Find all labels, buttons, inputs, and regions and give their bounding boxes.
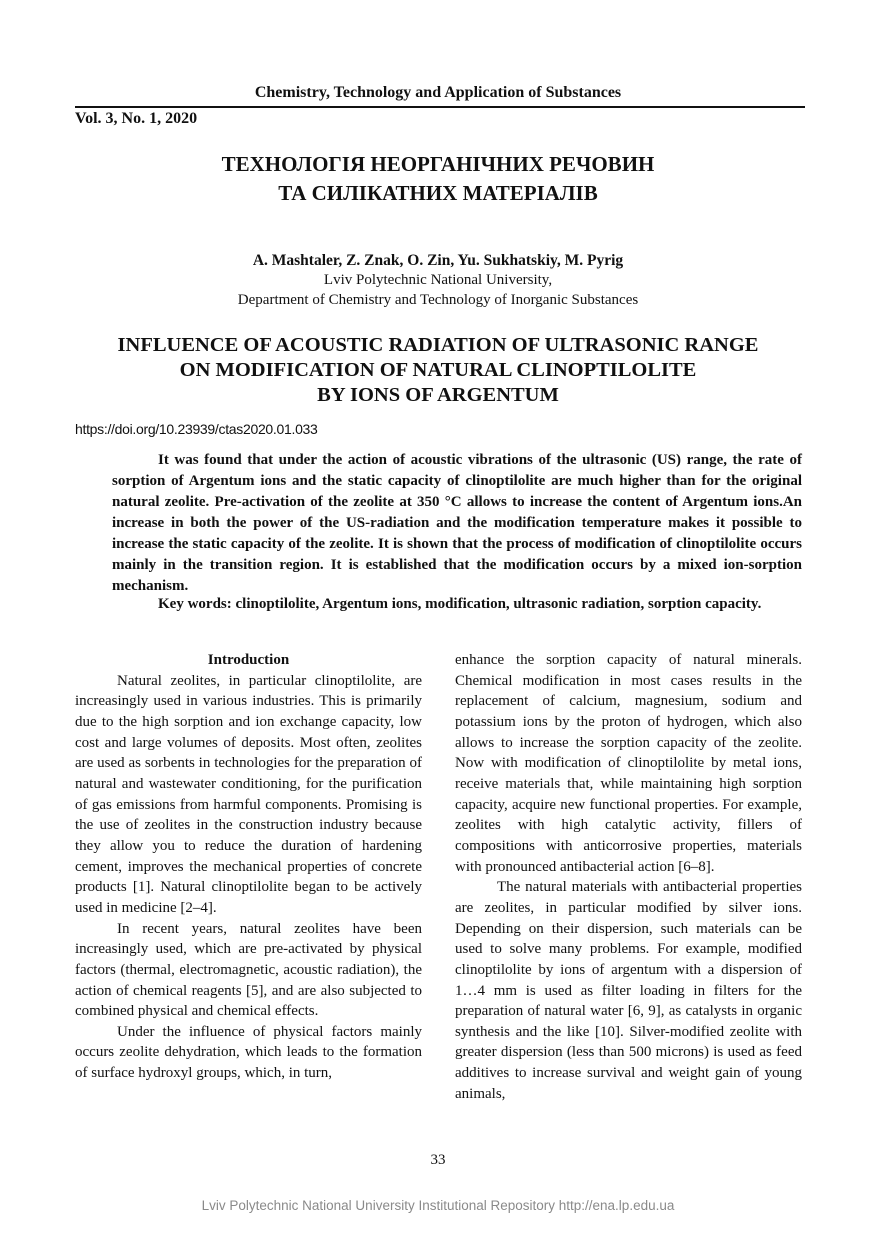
left-column: [75, 650, 422, 1084]
doi-link[interactable]: https://doi.org/10.23939/ctas2020.01.033: [75, 421, 318, 437]
keywords: [112, 594, 802, 615]
keywords-text: Key words: clinoptilolite, Argentum ions, modification, ultrasonic radiation, sorption capacity.: [158, 596, 762, 612]
paper-title-line-1: INFLUENCE OF ACOUSTIC RADIATION OF ULTRASONIC RANGE: [117, 334, 759, 356]
paragraph: The natural materials with antibacterial properties are zeolites, in particular modified by silver ions. Depending on their dispersion, such materials can be used to solve many problems. For example, modified clinoptilolite by ions of argentum with a dispersion of 1…4 mm is used as filter loading in filters for the preparation of natural water [6, 9], as catalysts in organic synthesis and the like [10]. Silver-modified zeolite with greater dispersion (less than 500 microns) is used as feed additives to increase survival and weight gain of young animals,: [455, 879, 802, 1102]
section-title: [0, 150, 876, 208]
journal-name: Chemistry, Technology and Application of Substances: [254, 84, 622, 101]
paper-title: [0, 333, 876, 408]
section-title-line-2: ТА СИЛІКАТНИХ МАТЕРІАЛІВ: [278, 181, 598, 205]
paper-title-line-3: BY IONS OF ARGENTUM: [317, 384, 559, 406]
header-rule: [75, 106, 805, 108]
affiliation-department: Department of Chemistry and Technology of Inorganic Substances: [237, 292, 639, 308]
affiliation-university: Lviv Polytechnic National University,: [323, 272, 553, 288]
authors: A. Mashtaler, Z. Znak, O. Zin, Yu. Sukhatskiy, M. Pyrig: [252, 252, 624, 269]
right-column: [455, 650, 802, 1104]
abstract-text: It was found that under the action of acoustic vibrations of the ultrasonic (US) range, the rate of sorption of Argentum ions and the static capacity of clinoptilolite are much higher than for the original natural zeolite. Pre-activation of the zeolite at 350 °C allows to increase the content of Argentum ions.An increase in both the power of the US-radiation and the modification temperature makes it possible to increase the static capacity of the zeolite. It is shown that the process of modification of clinoptilolite occurs mainly in the transition region. It is established that the modification occurs by a mixed ion-sorption mechanism.: [112, 452, 802, 594]
section-title-line-1: ТЕХНОЛОГІЯ НЕОРГАНІЧНИХ РЕЧОВИН: [221, 152, 655, 176]
volume-info: Vol. 3, No. 1, 2020: [75, 110, 198, 127]
introduction-heading: Introduction: [207, 652, 290, 668]
paragraph: enhance the sorption capacity of natural minerals. Chemical modification in most cases results in the replacement of calcium, magnesium, sodium and potassium ions by the proton of hydrogen, which also allows to increase the sorption capacity of the zeolite. Now with modification of clinoptilolite by metal ions, receive materials that, while maintaining high sorption capacity, acquire new functional properties. For example, zeolites with high catalytic activity, fillers of compositions with anticorrosive properties, materials with pronounced antibacterial action [6–8].: [455, 652, 802, 875]
page-number: 33: [430, 1152, 446, 1168]
abstract: [112, 450, 802, 597]
paragraph: Under the influence of physical factors mainly occurs zeolite dehydration, which leads to the formation of surface hydroxyl groups, which, in turn,: [75, 1023, 422, 1082]
paper-title-line-2: ON MODIFICATION OF NATURAL CLINOPTILOLITE: [179, 359, 697, 381]
repository-footer: Lviv Polytechnic National University Institutional Repository http://ena.lp.edu.ua: [201, 1198, 675, 1213]
paragraph: Natural zeolites, in particular clinoptilolite, are increasingly used in various industries. This is primarily due to the high sorption and ion exchange capacity, low cost and large volumes of deposits. Most often, zeolites are used as sorbents in technologies for the preparation of natural and wastewater conditioning, for the purification of gas emissions from harmful components. Promising is the use of zeolites in the construction industry because they allow you to reduce the duration of hardening cement, improves the mechanical properties of concrete products [1]. Natural clinoptilolite began to be actively used in medicine [2–4].: [75, 672, 422, 916]
paragraph: In recent years, natural zeolites have been increasingly used, which are pre-activated by physical factors (thermal, electromagnetic, acoustic radiation), the action of chemical reagents [5], and are also subjected to combined physical and chemical effects.: [75, 920, 422, 1020]
